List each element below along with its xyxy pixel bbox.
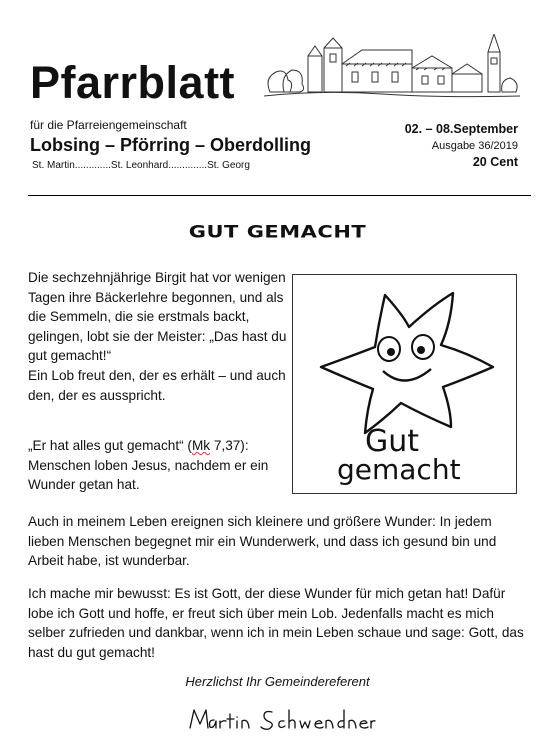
smiley-star-icon	[293, 275, 516, 493]
closing-greeting: Herzlichst Ihr Gemeindereferent	[185, 674, 370, 689]
paragraph-text: Die sechzehnjährige Birgit hat vor wenigen Tagen ihre Bäckerlehre begonnen, und als die Semmeln, die sie erstmals backt, gelingen, lobt sie der Meister: „Das hast du gut gemacht!“	[28, 270, 287, 364]
issue-number: Ausgabe 36/2019	[431, 140, 518, 152]
paragraph-text: Ein Lob freut den, der es erhält – und auch den, der es ausspricht.	[28, 367, 286, 403]
paragraph-text: 7,37): Menschen loben Jesus, nachdem er ein Wunder getan hat.	[28, 438, 269, 493]
bible-reference: Mk	[191, 438, 211, 453]
parish-names: Lobsing – Pförring – Oberdolling	[30, 135, 312, 155]
header-divider	[28, 195, 531, 196]
star-illustration	[292, 274, 517, 494]
bible-quote: „Er hat alles gut gemacht“ (	[28, 438, 192, 453]
church-illustration	[262, 34, 522, 102]
signature	[186, 702, 376, 736]
church-names: St. Martin.............St. Leonhard..............St. Georg	[32, 160, 250, 171]
issue-price: 20 Cent	[472, 155, 518, 169]
article-paragraph: Auch in meinem Leben ereignen sich kleinere und größere Wunder: In jedem lieben Menschen begegnet mir ein Wunderwerk, und dass ich gesund bin und Arbeit habe, ist wunderbar.	[28, 514, 497, 569]
illustration-caption: Gut	[365, 424, 420, 459]
church-name: St. Georg	[207, 160, 250, 171]
article-paragraph: Ich mache mir bewusst: Es ist Gott, der diese Wunder für mich getan hat! Dafür lobe ich Gott und hoffe, er freut sich über mein Lob. Jedenfalls macht es mich selber zufrieden und dankbar, wenn ich in mein Leben schaue und sage: Gott, das hast du gut gemacht!	[28, 586, 524, 660]
church-name: St. Martin	[32, 160, 75, 171]
church-name: St. Leonhard	[110, 160, 169, 171]
masthead-subtitle: für die Pfarreiengemeinschaft	[30, 118, 187, 132]
article-paragraph	[28, 436, 290, 495]
article-paragraph	[28, 268, 290, 405]
issue-date: 02. – 08.September	[404, 122, 518, 136]
masthead-title: Pfarrblatt	[30, 57, 236, 108]
illustration-caption: gemacht	[337, 453, 461, 486]
article-heading: GUT GEMACHT	[188, 222, 367, 242]
